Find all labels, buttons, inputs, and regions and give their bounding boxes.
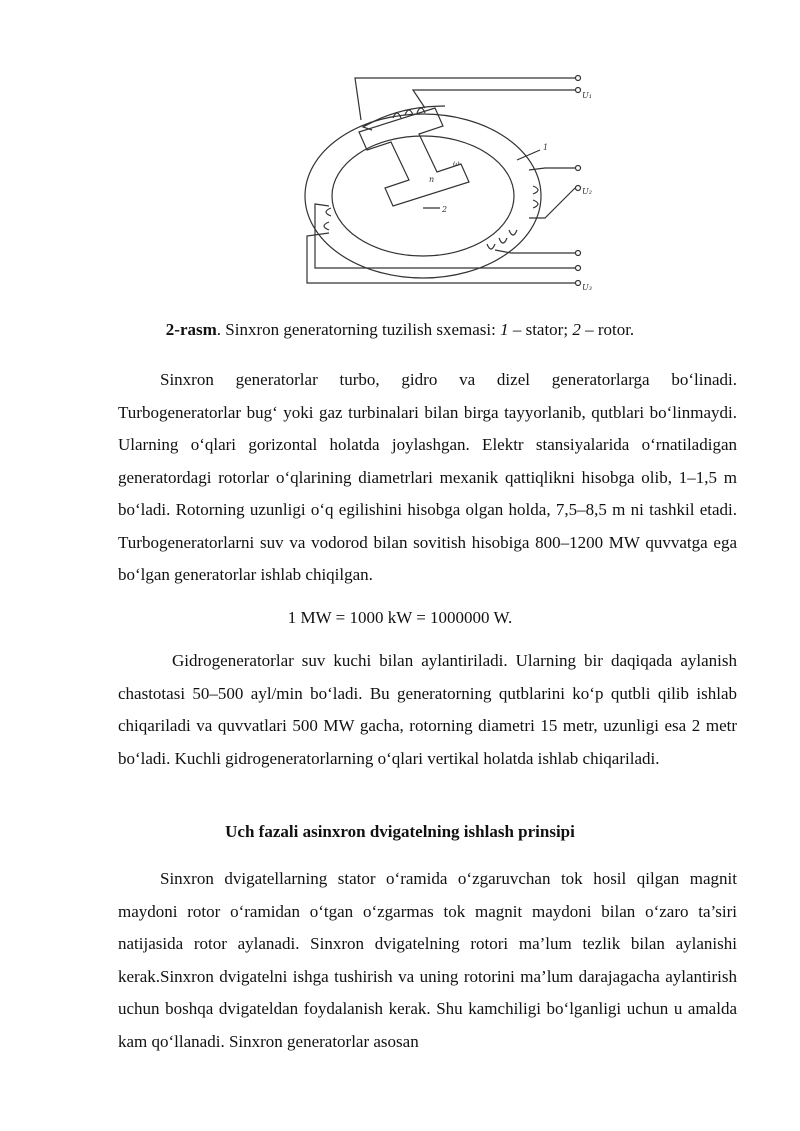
paragraph-hydrogenerators bbox=[118, 645, 737, 775]
paragraph-1-text: Sinxron generatorlar turbo, gidro va dizel generatorlarga bo‘linadi. Turbogeneratorlar bug‘ yoki gaz turbinalari bilan birga tayyorlanib, qutblari bo‘linmaydi. Ularning o‘qlari gorizontal holatda joylashgan. Elektr stansiyalarida o‘rnatiladigan generatordagi rotorlar o‘qlarining diametrlari mexanik qattiqlikni hisobga olib, 1–1,5 m bo‘ladi. Rotorning uzunligi o‘q egilishini hisobga olgan holda, 7,5–8,5 m ni tashkil etadi. Turbogeneratorlarni suv va vodorod bilan sovitish hisobiga 800–1200 MW quvvatga ega bo‘lgan generatorlar ishlab chiqilgan. bbox=[118, 370, 737, 584]
formula-units: 1 MW = 1000 kW = 1000000 W. bbox=[287, 608, 513, 627]
label-rotor-number: 2 bbox=[442, 205, 448, 214]
paragraph-2-text: Gidrogeneratorlar suv kuchi bilan aylantiriladi. Ularning bir daqiqada aylanish chastotasi 50–500 ayl/min bo‘ladi. Bu generatorning qutblarini ko‘p qutbli qilib ishlab chiqariladi va quvvatlari 500 MW gacha, rotorning diametri 15 metr, uzunligi esa 2 metr bo‘ladi. Kuchli gidrogeneratorlarning o‘qlari vertikal holatda ishlab chiqariladi. bbox=[118, 651, 737, 768]
caption-figure-number: 2-rasm bbox=[165, 320, 217, 339]
caption-num-2: 2 bbox=[572, 320, 581, 339]
label-terminal-u2: U₂ bbox=[582, 187, 592, 196]
section-heading: Uch fazali asinxron dvigatelning ishlash prinsipi bbox=[225, 822, 575, 841]
paragraph-turbogenerators bbox=[118, 364, 737, 592]
figure-caption bbox=[0, 318, 800, 342]
caption-text: . Sinxron generatorning tuzilish sxemasi: bbox=[216, 320, 501, 339]
label-n: n bbox=[429, 175, 435, 184]
terminals bbox=[576, 76, 581, 286]
paragraph-synchronous-motors bbox=[118, 863, 737, 1058]
rotor-shape bbox=[359, 108, 469, 206]
paragraph-3-text: Sinxron dvigatellarning stator o‘ramida o‘zgaruvchan tok hosil qilgan magnit maydoni rotor o‘ramidan o‘tgan o‘zgarmas tok magnit maydoni bilan o‘zaro ta’siri natijasida rotor aylanadi. Sinxron dvigatelning rotori ma’lum tezlik bilan aylanishi kerak.Sinxron dvigatelni ishga tushirish va uning rotorini ma’lum darajagacha aylantirish uchun boshqa dvigateldan foydalanish kerak. Shu kamchiligi bo‘lganligi uchun u amalda kam qo‘llanadi. Sinxron generatorlar asosan bbox=[118, 869, 737, 1051]
generator-diagram bbox=[295, 68, 605, 303]
terminal-wires bbox=[307, 78, 575, 283]
caption-text-2: – rotor. bbox=[580, 320, 635, 339]
label-stator-number: 1 bbox=[543, 143, 549, 152]
label-omega: ω bbox=[453, 159, 460, 168]
stator-rotor-schematic bbox=[295, 68, 605, 303]
caption-text-1: – stator; bbox=[508, 320, 573, 339]
caption-num-1: 1 bbox=[500, 320, 509, 339]
label-terminal-u1: U₁ bbox=[582, 91, 592, 100]
label-terminal-u3: U₃ bbox=[582, 283, 592, 292]
